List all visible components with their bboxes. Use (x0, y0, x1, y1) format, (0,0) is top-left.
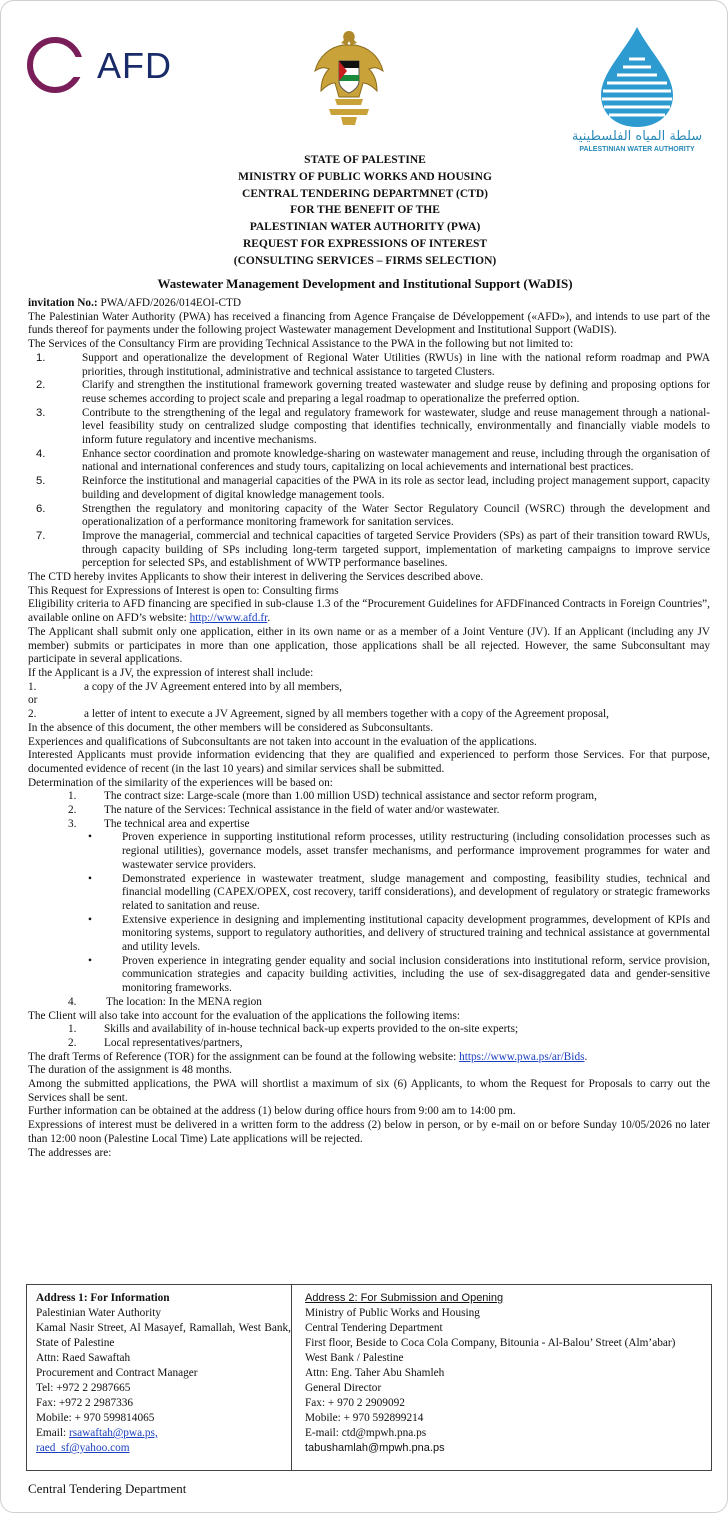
header-line: CENTRAL TENDERING DEPARTMNET (CTD) (242, 187, 488, 200)
service-text: Reinforce the institutional and managerial capacities of the PWA in its role as sector lead, including project management support, capacity building and development of digital knowledge management tools. (82, 475, 710, 501)
header-line: STATE OF PALESTINE (304, 154, 426, 166)
deadline-paragraph: Expressions of interest must be delivered in a written form to the address (2) below in person, or by e-mail on or before Sunday 10/05/2026 no later than 12:00 noon (Palestine Local Time) Late applications will be rejected. (28, 1119, 710, 1145)
client-text: Local representatives/partners, (104, 1036, 243, 1049)
client-number: 1. (68, 1023, 77, 1036)
address-email-line (36, 1441, 291, 1456)
address-2-cell (293, 1285, 711, 1470)
intro-paragraph: The Palestinian Water Authority (PWA) has received a financing from Agence Française de Développement («AFD»), and intends to use part of the funds thereof for payments under the following project Wastewater management Development and Institutional Support (WaDIS). (28, 310, 710, 337)
bullet-icon: • (88, 913, 92, 926)
bullet-icon: • (88, 872, 92, 885)
jv-or: or (28, 694, 38, 707)
interested-paragraph: Interested Applicants must provide information evidencing that they are qualified and experienced to perform those Services. For that purpose, documented evidence of recent (in the last 10 years) and similar services shall be submitted. (28, 749, 710, 775)
expertise-bullet (28, 955, 710, 996)
address-line: Procurement and Contract Manager (36, 1367, 198, 1379)
service-item (28, 352, 710, 379)
jv-number: 1. (28, 680, 37, 693)
addresses-table (26, 1284, 712, 1471)
address-line: E-mail: ctd@mpwh.pna.ps (305, 1427, 427, 1439)
afd-logo-text: AFD (97, 45, 172, 86)
header-line: (CONSULTING SERVICES – FIRMS SELECTION) (233, 254, 497, 267)
similarity-number: 4. (68, 995, 77, 1008)
address-line: Mobile: + 970 599814065 (36, 1412, 155, 1424)
subconsultants-paragraph: Experiences and qualifications of Subconsultants are not taken into account in the evaluation of the applications. (28, 735, 537, 748)
address-line: Attn: Eng. Taher Abu Shamleh (305, 1367, 445, 1379)
tor-paragraph: The draft Terms of Reference (TOR) for the assignment can be found at the following website: https://www.pwa.ps/ar/Bids. (28, 1050, 588, 1063)
service-number: 5. (36, 475, 46, 488)
water-drop-icon (567, 25, 707, 129)
similarity-item (28, 790, 710, 804)
client-item (28, 1023, 710, 1037)
pwa-arabic-name: سلطة المياه الفلسطينية (571, 129, 703, 144)
palestine-eagle-emblem-icon (311, 25, 387, 129)
similarity-item (28, 996, 710, 1010)
address-line: Kamal Nasir Street, Al Masayef, Ramallah, West Bank, State of Palestine (36, 1322, 291, 1349)
expertise-bullet (28, 914, 710, 955)
jv-paragraph: If the Applicant is a JV, the expression of interest shall include: (28, 666, 314, 679)
address-1-title: Address 1: For Information (36, 1292, 170, 1304)
absence-paragraph: In the absence of this document, the other members will be considered as Subconsultants. (28, 721, 434, 734)
service-number: 3. (36, 406, 46, 419)
invitation-label: invitation No.: (28, 297, 98, 309)
service-number: 1. (36, 351, 46, 364)
service-number: 4. (36, 447, 46, 460)
invitation-value: PWA/AFD/2026/014EOI-CTD (100, 297, 242, 309)
bullet-text: Proven experience in integrating gender equality and social inclusion considerations into institutional reform, service provision, communication strategies and capacity building activities, including the use of sex-disaggregated data and gender-sensitive monitoring frameworks. (122, 954, 710, 995)
eligibility-text: Eligibility criteria to AFD financing are specified in sub-clause 1.3 of the “Procurement Guidelines for AFDFinanced Contracts in Foreign Countries”, available online on AFD’s website: (28, 598, 710, 625)
similarity-text: The location: In the MENA region (106, 995, 262, 1008)
client-text: Skills and availability of in-house technical back-up experts provided to the on-site experts; (104, 1023, 519, 1036)
bullet-icon: • (88, 954, 92, 967)
service-text: Contribute to the strengthening of the legal and regulatory framework for wastewater, sludge and reuse management through a national-level feasibility study on centralized sludge composting that identifies technically, environmentally and financially viable models to inform future regulatory and incentive mechanisms. (82, 406, 710, 447)
address-line: General Director (305, 1382, 382, 1394)
header-line: MINISTRY OF PUBLIC WORKS AND HOUSING (238, 170, 492, 183)
service-number: 7. (36, 529, 46, 542)
service-text: Improve the managerial, commercial and technical capacities of targeted Service Providers (SPs) as part of their transition toward RWUs, through capacity building of SPs including long-term targeted support, implementation of marketing campaigns to improve service perception for selected SPs, and establishment of WWTP performance baselines. (82, 529, 710, 570)
document-header (1, 152, 728, 270)
header-line: REQUEST FOR EXPRESSIONS OF INTEREST (242, 237, 488, 250)
service-item (28, 379, 710, 406)
service-item (28, 530, 710, 571)
client-paragraph: The Client will also take into account for the evaluation of the applications the following items: (28, 1009, 460, 1022)
service-text: Strengthen the regulatory and monitoring capacity of the Water Sector Regulatory Council (WSRC) through the development and operationalization of a performance monitoring framework for sanitation services. (82, 502, 710, 529)
pwa-logo (567, 25, 707, 155)
pwa-english-name: PALESTINIAN WATER AUTHORITY (579, 146, 695, 153)
address-line: Fax: + 970 2 2909092 (305, 1397, 405, 1409)
tor-website-link[interactable]: https://www.pwa.ps/ar/Bids (459, 1050, 585, 1063)
address-line: Central Tendering Department (305, 1322, 443, 1334)
similarity-number: 2. (68, 804, 77, 817)
footer-signature: Central Tendering Department (28, 1481, 187, 1496)
address-line: Ministry of Public Works and Housing (305, 1307, 480, 1319)
address-line: Palestinian Water Authority (36, 1307, 162, 1319)
email-label: Email: (36, 1427, 69, 1439)
open-to-paragraph: This Request for Expressions of Interest is open to: Consulting firms (28, 584, 339, 597)
bullet-text: Extensive experience in designing and implementing institutional capacity development programmes, development of KPIs and monitoring systems, support to regulatory authorities, and delivery of structured training and technical assistance at governmental and utility levels. (122, 913, 710, 954)
eligibility-paragraph: Eligibility criteria to AFD financing are specified in sub-clause 1.3 of the “Procurement Guidelines for AFDFinanced Contracts in Foreign Countries”, available online on AFD’s website: http://www.afd.fr. (28, 598, 710, 625)
expertise-bullet (28, 873, 710, 914)
services-list (28, 352, 710, 571)
email-link[interactable]: rsawaftah@pwa.ps, (68, 1427, 158, 1439)
tor-text: The draft Terms of Reference (TOR) for the assignment can be found at the following website: (28, 1050, 460, 1063)
bullet-text: Demonstrated experience in wastewater treatment, sludge management and composting, feasibility studies, technical and financial modelling (CAPEX/OPEX, cost recovery, tariff considerations), and development of regulatory or strategic frameworks related to sanitation and reuse. (122, 872, 710, 912)
client-number: 2. (68, 1036, 77, 1049)
service-text: Enhance sector coordination and promote knowledge-sharing on wastewater management and reuse, including through the organisation of national and international conferences and study tours, capitalizing on local achievements and international best practices. (82, 447, 710, 474)
determination-paragraph: Determination of the similarity of the experiences will be based on: (28, 776, 333, 789)
address-line: West Bank / Palestine (305, 1352, 404, 1364)
bullet-text: Proven experience in supporting institutional reform processes, utility restructuring (including consolidation processes such as regional utilities), governance models, asset transfer mechanisms, and performance improvement programmes for water and wastewater service providers. (122, 831, 710, 871)
afd-logo (27, 37, 177, 101)
services-intro: The Services of the Consultancy Firm are providing Technical Assistance to the PWA in the following but not limited to: (28, 338, 574, 351)
service-item (28, 475, 710, 502)
jv-text: a copy of the JV Agreement entered into by all members, (84, 680, 342, 693)
further-info-paragraph: Further information can be obtained at the address (1) below during office hours from 9:00 am to 14:00 pm. (28, 1105, 516, 1118)
similarity-number: 3. (68, 817, 77, 830)
email-link[interactable]: raed_sf@yahoo.com (36, 1442, 130, 1454)
jv-text: a letter of intent to execute a JV Agreement, signed by all members together with a copy of the Agreement proposal, (84, 708, 609, 721)
service-text: Support and operationalize the development of Regional Water Utilities (RWUs) in line with the national reform roadmap and PWA priorities, through institutional, administrative and technical assistance to targeted Clusters. (82, 351, 710, 378)
similarity-text: The contract size: Large-scale (more than 1.00 million USD) technical assistance and sector reform program, (104, 790, 597, 803)
client-item (28, 1037, 710, 1051)
shortlist-paragraph: Among the submitted applications, the PWA will shortlist a maximum of six (6) Applicants, to whom the Request for Proposals to carry out the Services shall be sent. (28, 1078, 710, 1104)
afd-website-link[interactable]: http://www.afd.fr (189, 612, 268, 625)
jv-item (28, 681, 710, 695)
address-2-title: Address 2: For Submission and Opening (305, 1292, 504, 1304)
address-line: Tel: +972 2 2987665 (36, 1382, 131, 1394)
jv-item (28, 708, 710, 722)
address-email-line (36, 1426, 291, 1441)
duration-paragraph: The duration of the assignment is 48 months. (28, 1064, 232, 1077)
header-line: PALESTINIAN WATER AUTHORITY (PWA) (249, 221, 481, 234)
address-1-cell (27, 1285, 292, 1470)
address-line: Fax: +972 2 2987336 (36, 1397, 134, 1409)
addresses-label: The addresses are: (28, 1146, 112, 1159)
address-email-line: tabushamlah@mpwh.pna.ps (305, 1442, 445, 1454)
address-line: Mobile: + 970 592899214 (305, 1412, 424, 1424)
service-number: 2. (36, 379, 46, 392)
service-item (28, 448, 710, 475)
applicant-paragraph: The Applicant shall submit only one application, either in its own name or as a member of a Joint Venture (JV). If an Applicant (including any JV member) submits or participates in more than one application, those applications shall be all rejected. However, the same Subconsultant may participate in several applications. (28, 625, 710, 666)
similarity-text: The nature of the Services: Technical assistance in the field of water and/or wastewater. (104, 804, 500, 817)
document-body (28, 297, 710, 1160)
bullet-icon: • (88, 831, 92, 844)
service-number: 6. (36, 502, 46, 515)
service-item (28, 407, 710, 448)
address-line: Attn: Raed Sawaftah (36, 1352, 131, 1364)
similarity-number: 1. (68, 790, 77, 803)
afd-ring-icon (27, 37, 83, 93)
service-item (28, 503, 710, 530)
header-line: FOR THE BENEFIT OF THE (290, 204, 440, 217)
invitation-number (28, 297, 710, 311)
service-text: Clarify and strengthen the institutional framework governing treated wastewater and sludge reuse by defining and proposing options for reuse schemes according to project scale and preparing a legal roadmap to operationalize the preferred option. (82, 379, 710, 405)
invite-paragraph: The CTD hereby invites Applicants to show their interest in delivering the Services described above. (28, 571, 484, 584)
jv-number: 2. (28, 708, 37, 721)
address-line: First floor, Beside to Coca Cola Company, Bitounia - Al-Balou’ Street (Alm’abar) (305, 1337, 676, 1349)
similarity-item (28, 818, 710, 832)
similarity-text: The technical area and expertise (104, 817, 250, 830)
project-title: Wastewater Management Development and Institutional Support (WaDIS) (157, 276, 573, 291)
expertise-bullet (28, 831, 710, 872)
similarity-item (28, 804, 710, 818)
